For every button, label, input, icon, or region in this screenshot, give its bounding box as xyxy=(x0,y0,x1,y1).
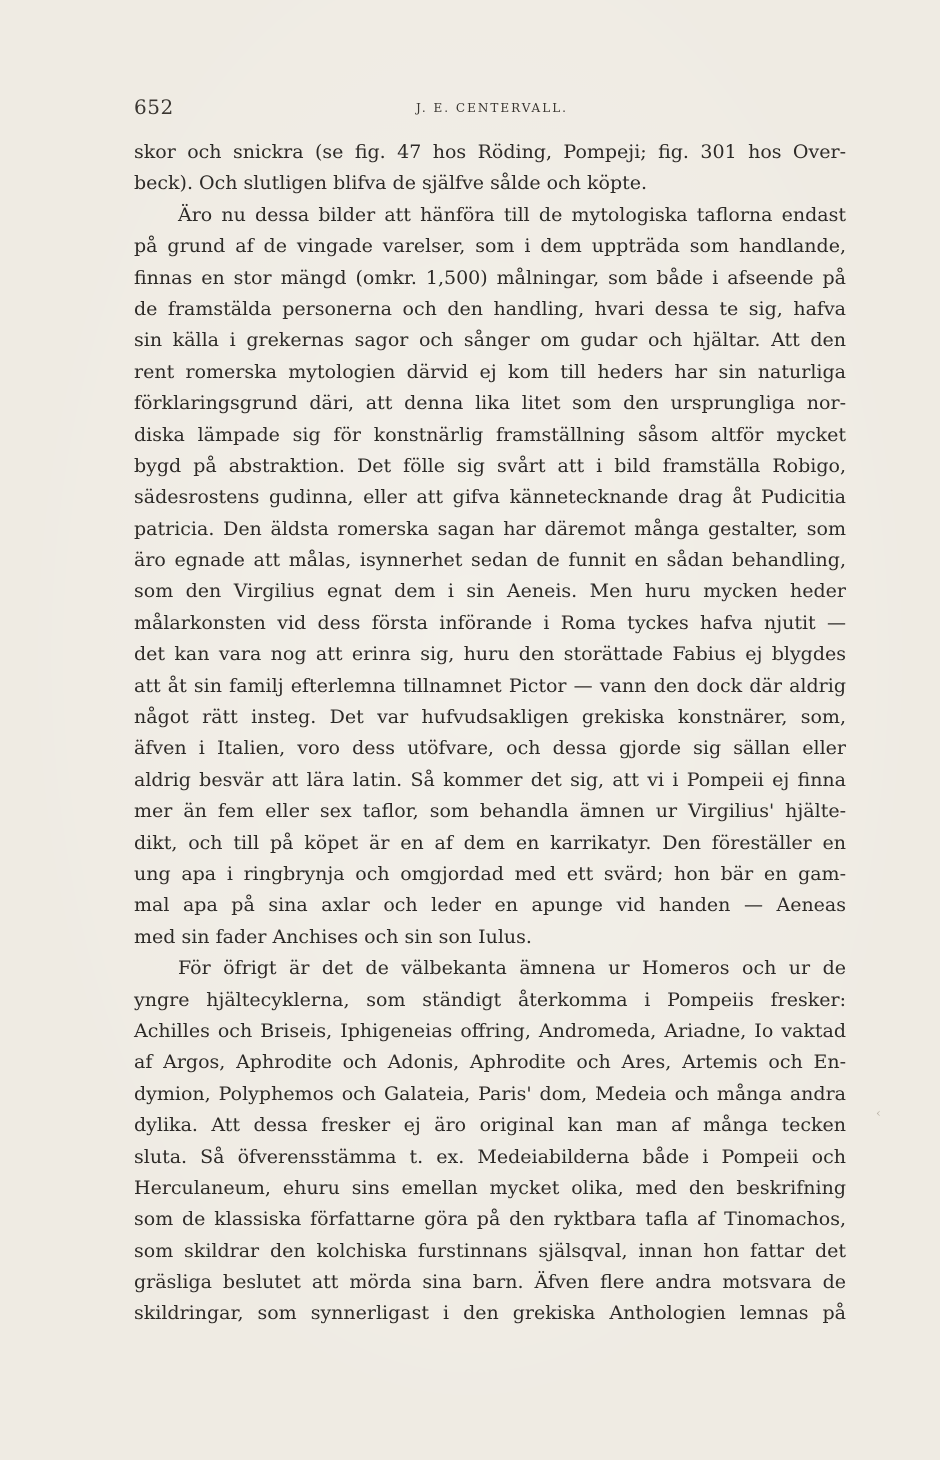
text-line: gräsliga beslutet att mörda sina barn. Äfven flere andra motsvara de xyxy=(134,1271,846,1294)
text-line: Äro nu dessa bilder att hänföra till de mytologiska taflorna endast xyxy=(178,203,846,226)
text-line: med sin fader Anchises och sin son Iulus. xyxy=(134,925,532,948)
text-line: bygd på abstraktion. Det fölle sig svårt att i bild framställa Robigo, xyxy=(134,454,846,477)
text-line: äfven i Italien, voro dess utöfvare, och dessa gjorde sig sällan eller xyxy=(134,737,846,760)
text-line: skor och snickra (se fig. 47 hos Röding, Pompeji; fig. 301 hos Over- xyxy=(134,141,846,163)
text-line: som skildrar den kolchiska furstinnans själsqval, innan hon fattar det xyxy=(134,1239,846,1262)
text-line: sin källa i grekernas sagor och sånger om gudar och hjältar. Att den xyxy=(134,329,846,352)
text-line: förklaringsgrund däri, att denna lika litet som den ursprungliga nor- xyxy=(134,392,846,415)
text-line: af Argos, Aphrodite och Adonis, Aphrodite och Ares, Artemis och En- xyxy=(134,1051,846,1074)
running-head: J. E. CENTERVALL. xyxy=(416,101,568,115)
text-line: dikt, och till på köpet är en af dem en karrikatyr. Den föreställer en xyxy=(134,831,846,854)
text-line: mer än fem eller sex taflor, som behandla ämnen ur Virgilius' hjälte- xyxy=(134,800,846,823)
text-line: de framstälda personerna och den handling, hvari dessa te sig, hafva xyxy=(134,297,846,320)
text-line: diska lämpade sig för konstnärlig framställning såsom altför mycket xyxy=(134,423,846,446)
text-line: på grund af de vingade varelser, som i dem uppträda som handlande, xyxy=(134,235,846,258)
text-line: det kan vara nog att erinra sig, huru den storättade Fabius ej blygdes xyxy=(134,643,846,666)
text-line: beck). Och slutligen blifva de själfve sålde och köpte. xyxy=(134,172,648,195)
text-line: dymion, Polyphemos och Galateia, Paris' dom, Medeia och många andra xyxy=(134,1082,846,1105)
text-line: aldrig besvär att lära latin. Så kommer det sig, att vi i Pompeii ej finna xyxy=(134,768,846,791)
margin-mark: ‹ xyxy=(876,1106,881,1120)
text-line: målarkonsten vid dess första införande i Roma tyckes hafva njutit — xyxy=(134,611,846,634)
text-line: mal apa på sina axlar och leder en apunge vid handen — Aeneas xyxy=(134,894,846,917)
text-line: sluta. Så öfverensstämma t. ex. Medeiabilderna både i Pompeii och xyxy=(134,1145,846,1168)
text-line: För öfrigt är det de välbekanta ämnena ur Homeros och ur de xyxy=(178,957,846,980)
text-line: dylika. Att dessa fresker ej äro original kan man af många tecken xyxy=(134,1114,846,1137)
body-text xyxy=(134,137,846,1330)
text-line: skildringar, som synnerligast i den grekiska Anthologien lemnas på xyxy=(134,1302,846,1325)
text-line: yngre hjältecyklerna, som ständigt återkomma i Pompeiis fresker: xyxy=(134,988,846,1011)
text-line: något rätt insteg. Det var hufvudsakligen grekiska konstnärer, som, xyxy=(134,706,846,729)
page-header xyxy=(134,95,846,119)
text-line: äro egnade att målas, isynnerhet sedan de funnit en sådan behandling, xyxy=(134,549,846,572)
text-line: Herculaneum, ehuru sins emellan mycket olika, med den beskrifning xyxy=(134,1176,846,1199)
text-line: rent romerska mytologien därvid ej kom till heders har sin naturliga xyxy=(134,360,846,383)
text-line: sädesrostens gudinna, eller att gifva kännetecknande drag åt Pudicitia xyxy=(134,486,846,509)
text-line: patricia. Den äldsta romerska sagan har däremot många gestalter, som xyxy=(134,517,846,540)
text-line: att åt sin familj efterlemna tillnamnet Pictor — vann den dock där aldrig xyxy=(134,674,846,697)
text-line: ung apa i ringbrynja och omgjordad med ett svärd; hon bär en gam- xyxy=(134,862,846,885)
text-line: som den Virgilius egnat dem i sin Aeneis. Men huru mycken heder xyxy=(134,580,846,603)
page-number: 652 xyxy=(134,95,174,119)
text-line: som de klassiska författarne göra på den ryktbara tafla af Tinomachos, xyxy=(134,1208,846,1231)
text-line: finnas en stor mängd (omkr. 1,500) målningar, som både i afseende på xyxy=(134,266,846,289)
text-line: Achilles och Briseis, Iphigeneias offring, Andromeda, Ariadne, Io vaktad xyxy=(134,1019,846,1042)
